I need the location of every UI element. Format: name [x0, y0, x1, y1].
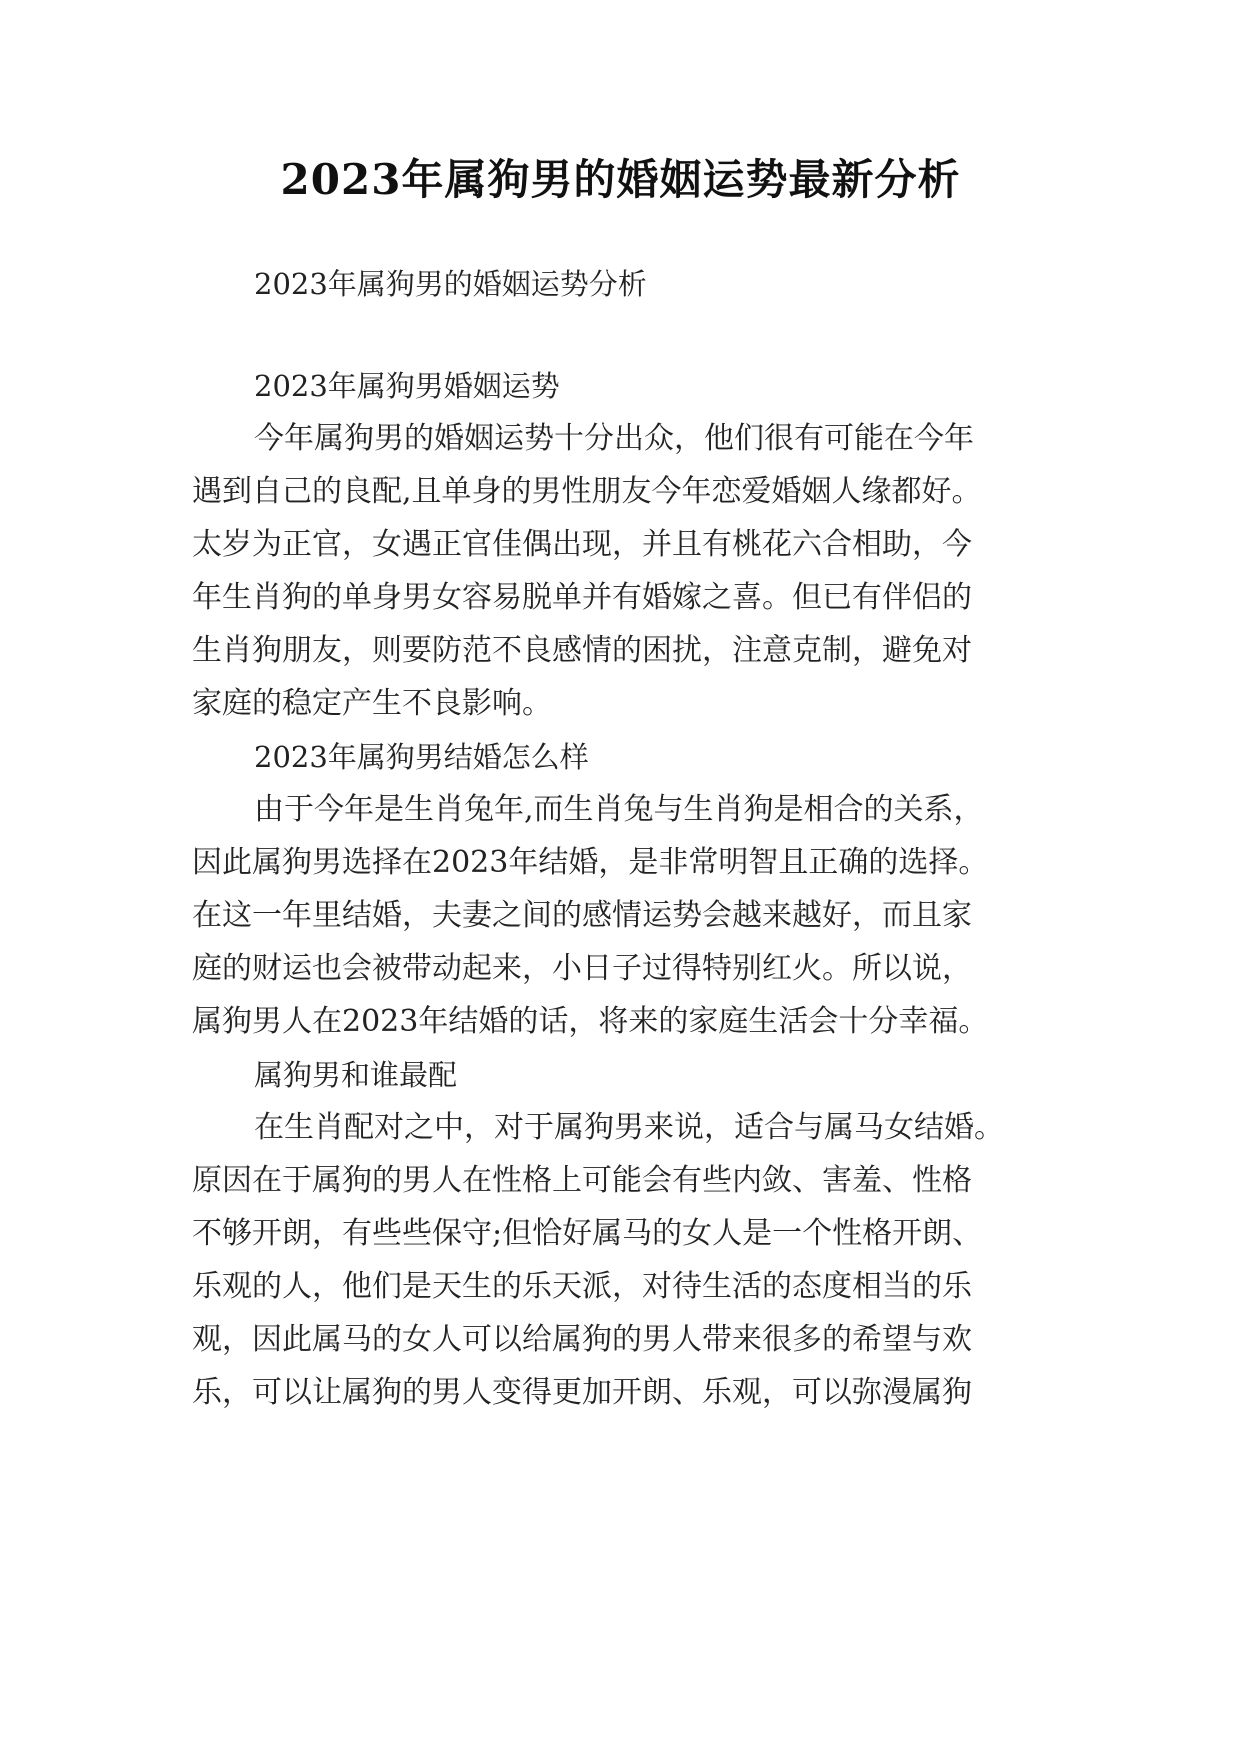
paragraph-line: 年生肖狗的单身男女容易脱单并有婚嫁之喜。但已有伴侣的 [192, 580, 972, 615]
paragraph-line: 因此属狗男选择在2023年结婚，是非常明智且正确的选择。 [192, 845, 989, 880]
section-heading-marriage-fortune: 2023年属狗男婚姻运势 [254, 369, 560, 403]
paragraph-line: 由于今年是生肖兔年,而生肖兔与生肖狗是相合的关系， [254, 792, 984, 827]
paragraph-line: 在生肖配对之中，对于属狗男来说，适合与属马女结婚。 [254, 1110, 1004, 1145]
paragraph-line: 太岁为正官，女遇正官佳偶出现，并且有桃花六合相助，今 [192, 527, 972, 562]
paragraph-line: 原因在于属狗的男人在性格上可能会有些内敛、害羞、性格 [192, 1163, 972, 1198]
paragraph-line: 在这一年里结婚，夫妻之间的感情运势会越来越好，而且家 [192, 898, 972, 933]
paragraph-line: 庭的财运也会被带动起来，小日子过得特别红火。所以说， [192, 951, 972, 986]
paragraph-line: 不够开朗，有些些保守;但恰好属马的女人是一个性格开朗、 [192, 1216, 983, 1251]
paragraph-line: 遇到自己的良配,且单身的男性朋友今年恋爱婚姻人缘都好。 [192, 474, 982, 509]
paragraph-line: 乐观的人，他们是天生的乐天派，对待生活的态度相当的乐 [192, 1269, 972, 1304]
document-title: 2023年属狗男的婚姻运势最新分析 [280, 155, 961, 204]
paragraph-line: 属狗男人在2023年结婚的话，将来的家庭生活会十分幸福。 [192, 1004, 989, 1039]
paragraph-line: 乐，可以让属狗的男人变得更加开朗、乐观，可以弥漫属狗 [192, 1375, 972, 1410]
section-heading-analysis: 2023年属狗男的婚姻运势分析 [254, 267, 647, 301]
paragraph-line: 观，因此属马的女人可以给属狗的男人带来很多的希望与欢 [192, 1322, 972, 1357]
paragraph-line: 生肖狗朋友，则要防范不良感情的困扰，注意克制，避免对 [192, 633, 972, 668]
section-heading-best-match: 属狗男和谁最配 [254, 1058, 458, 1092]
paragraph-line: 家庭的稳定产生不良影响。 [192, 686, 552, 721]
paragraph-line: 今年属狗男的婚姻运势十分出众，他们很有可能在今年 [254, 421, 974, 456]
section-heading-marriage: 2023年属狗男结婚怎么样 [254, 740, 589, 774]
